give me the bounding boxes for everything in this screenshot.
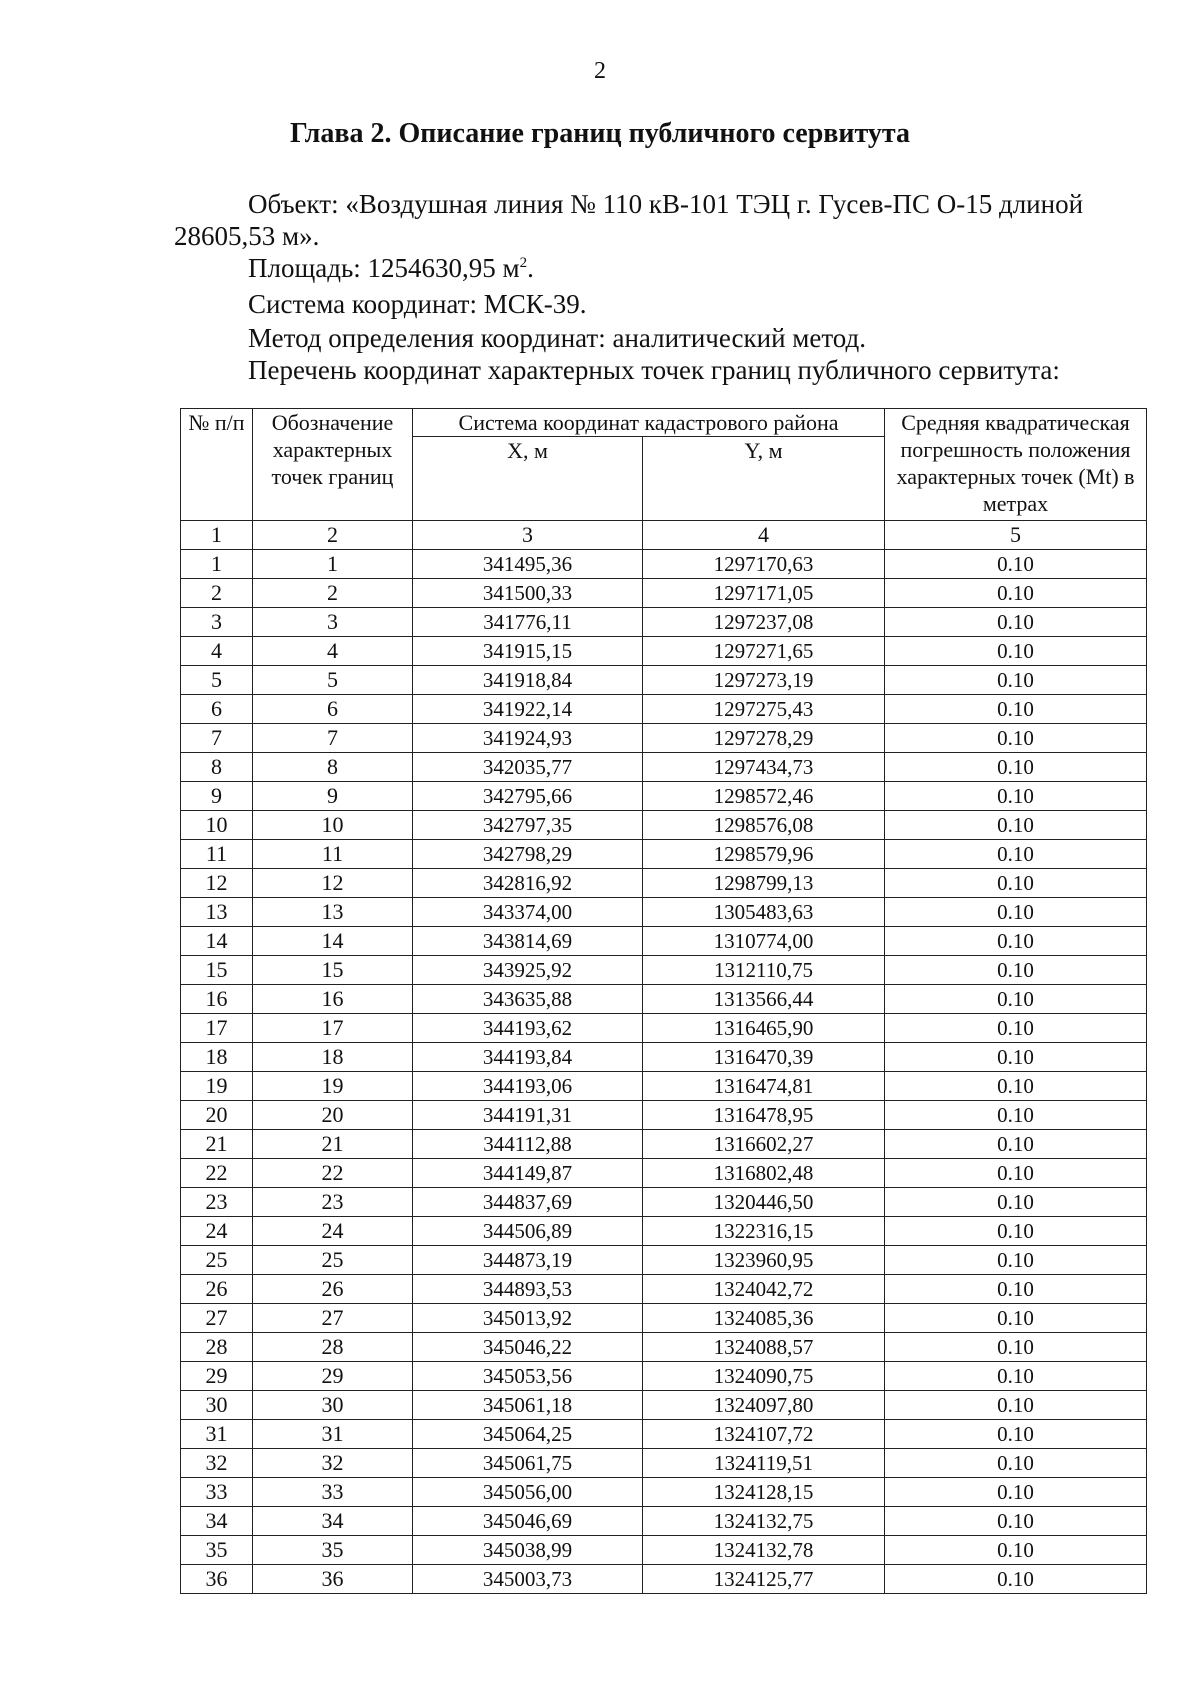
- x-coordinate-cell: 345056,00: [413, 1478, 643, 1507]
- y-coordinate-cell: 1316470,39: [643, 1043, 885, 1072]
- area-line: [248, 250, 534, 286]
- table-row: [181, 579, 1147, 608]
- y-coordinate-cell: 1297278,29: [643, 724, 885, 753]
- row-number-cell: 22: [181, 1159, 253, 1188]
- row-number-cell: 7: [181, 724, 253, 753]
- error-cell: 0.10: [885, 1246, 1147, 1275]
- row-number-cell: 36: [181, 1565, 253, 1594]
- point-designation-cell: 31: [253, 1420, 413, 1449]
- table-row: [181, 840, 1147, 869]
- table-row: [181, 1420, 1147, 1449]
- x-coordinate-cell: 345064,25: [413, 1420, 643, 1449]
- point-designation-cell: 25: [253, 1246, 413, 1275]
- y-coordinate-cell: 1298576,08: [643, 811, 885, 840]
- row-number-cell: 20: [181, 1101, 253, 1130]
- y-coordinate-cell: 1313566,44: [643, 985, 885, 1014]
- table-row: [181, 1217, 1147, 1246]
- x-coordinate-cell: 342035,77: [413, 753, 643, 782]
- point-designation-cell: 6: [253, 695, 413, 724]
- y-coordinate-cell: 1310774,00: [643, 927, 885, 956]
- error-cell: 0.10: [885, 985, 1147, 1014]
- point-designation-cell: 2: [253, 579, 413, 608]
- point-designation-cell: 23: [253, 1188, 413, 1217]
- table-row: [181, 1304, 1147, 1333]
- table-row: [181, 1188, 1147, 1217]
- table-row: [181, 753, 1147, 782]
- x-coordinate-cell: 341915,15: [413, 637, 643, 666]
- table-row: [181, 782, 1147, 811]
- x-coordinate-cell: 343925,92: [413, 956, 643, 985]
- x-coordinate-cell: 344506,89: [413, 1217, 643, 1246]
- error-cell: 0.10: [885, 608, 1147, 637]
- table-row: [181, 1014, 1147, 1043]
- x-coordinate-cell: 345046,22: [413, 1333, 643, 1362]
- y-coordinate-cell: 1305483,63: [643, 898, 885, 927]
- row-number-cell: 31: [181, 1420, 253, 1449]
- row-number-cell: 4: [181, 637, 253, 666]
- point-designation-cell: 26: [253, 1275, 413, 1304]
- table-row: [181, 1101, 1147, 1130]
- header-designation: Обозначение характерных точек границ: [253, 409, 413, 521]
- row-number-cell: 18: [181, 1043, 253, 1072]
- point-designation-cell: 24: [253, 1217, 413, 1246]
- row-number-cell: 15: [181, 956, 253, 985]
- error-cell: 0.10: [885, 927, 1147, 956]
- row-number-cell: 23: [181, 1188, 253, 1217]
- table-row: [181, 869, 1147, 898]
- error-cell: 0.10: [885, 956, 1147, 985]
- y-coordinate-cell: 1322316,15: [643, 1217, 885, 1246]
- chapter-heading: Глава 2. Описание границ публичного сервитута: [289, 118, 911, 149]
- row-number-cell: 32: [181, 1449, 253, 1478]
- y-coordinate-cell: 1298579,96: [643, 840, 885, 869]
- y-coordinate-cell: 1324042,72: [643, 1275, 885, 1304]
- table-row: [181, 608, 1147, 637]
- table-row: [181, 1333, 1147, 1362]
- error-cell: 0.10: [885, 1449, 1147, 1478]
- point-designation-cell: 14: [253, 927, 413, 956]
- y-coordinate-cell: 1297271,65: [643, 637, 885, 666]
- table-row: [181, 550, 1147, 579]
- table-row: [181, 1507, 1147, 1536]
- error-cell: 0.10: [885, 1014, 1147, 1043]
- error-cell: 0.10: [885, 1188, 1147, 1217]
- list-title: Перечень координат характерных точек границ публичного сервитута:: [248, 355, 1060, 385]
- object-line-1: Объект: «Воздушная линия № 110 кВ-101 ТЭЦ г. Гусев-ПС О-15 длиной: [248, 189, 1084, 219]
- x-coordinate-cell: 341922,14: [413, 695, 643, 724]
- row-number-cell: 27: [181, 1304, 253, 1333]
- column-number-cell: 5: [885, 521, 1147, 550]
- row-number-cell: 3: [181, 608, 253, 637]
- y-coordinate-cell: 1324107,72: [643, 1420, 885, 1449]
- x-coordinate-cell: 343374,00: [413, 898, 643, 927]
- column-number-cell: 1: [181, 521, 253, 550]
- point-designation-cell: 21: [253, 1130, 413, 1159]
- error-cell: 0.10: [885, 550, 1147, 579]
- y-coordinate-cell: 1316602,27: [643, 1130, 885, 1159]
- error-cell: 0.10: [885, 724, 1147, 753]
- x-coordinate-cell: 341500,33: [413, 579, 643, 608]
- table-row: [181, 985, 1147, 1014]
- point-designation-cell: 15: [253, 956, 413, 985]
- coordinate-system-line: Система координат: МСК-39.: [248, 289, 587, 319]
- x-coordinate-cell: 345046,69: [413, 1507, 643, 1536]
- table-row: [181, 1449, 1147, 1478]
- table-row: [181, 724, 1147, 753]
- y-coordinate-cell: 1324085,36: [643, 1304, 885, 1333]
- point-designation-cell: 30: [253, 1391, 413, 1420]
- error-cell: 0.10: [885, 1217, 1147, 1246]
- x-coordinate-cell: 341495,36: [413, 550, 643, 579]
- x-coordinate-cell: 341924,93: [413, 724, 643, 753]
- error-cell: 0.10: [885, 1101, 1147, 1130]
- error-cell: 0.10: [885, 1565, 1147, 1594]
- x-coordinate-cell: 344193,84: [413, 1043, 643, 1072]
- x-coordinate-cell: 342797,35: [413, 811, 643, 840]
- row-number-cell: 17: [181, 1014, 253, 1043]
- y-coordinate-cell: 1323960,95: [643, 1246, 885, 1275]
- error-cell: 0.10: [885, 1130, 1147, 1159]
- error-cell: 0.10: [885, 898, 1147, 927]
- table-row: [181, 666, 1147, 695]
- x-coordinate-cell: 344193,06: [413, 1072, 643, 1101]
- x-coordinate-cell: 344112,88: [413, 1130, 643, 1159]
- x-coordinate-cell: 344191,31: [413, 1101, 643, 1130]
- error-cell: 0.10: [885, 840, 1147, 869]
- row-number-cell: 13: [181, 898, 253, 927]
- row-number-cell: 10: [181, 811, 253, 840]
- y-coordinate-cell: 1312110,75: [643, 956, 885, 985]
- error-cell: 0.10: [885, 1536, 1147, 1565]
- x-coordinate-cell: 345013,92: [413, 1304, 643, 1333]
- error-cell: 0.10: [885, 869, 1147, 898]
- header-x: X, м: [413, 437, 643, 521]
- row-number-cell: 8: [181, 753, 253, 782]
- error-cell: 0.10: [885, 1072, 1147, 1101]
- y-coordinate-cell: 1297171,05: [643, 579, 885, 608]
- point-designation-cell: 22: [253, 1159, 413, 1188]
- table-row: [181, 1246, 1147, 1275]
- error-cell: 0.10: [885, 695, 1147, 724]
- y-coordinate-cell: 1297170,63: [643, 550, 885, 579]
- error-cell: 0.10: [885, 1275, 1147, 1304]
- row-number-cell: 25: [181, 1246, 253, 1275]
- row-number-cell: 35: [181, 1536, 253, 1565]
- y-coordinate-cell: 1297275,43: [643, 695, 885, 724]
- x-coordinate-cell: 342798,29: [413, 840, 643, 869]
- table-row: [181, 1362, 1147, 1391]
- error-cell: 0.10: [885, 637, 1147, 666]
- error-cell: 0.10: [885, 753, 1147, 782]
- point-designation-cell: 12: [253, 869, 413, 898]
- x-coordinate-cell: 345061,75: [413, 1449, 643, 1478]
- y-coordinate-cell: 1324119,51: [643, 1449, 885, 1478]
- table-row: [181, 637, 1147, 666]
- y-coordinate-cell: 1324128,15: [643, 1478, 885, 1507]
- row-number-cell: 1: [181, 550, 253, 579]
- error-cell: 0.10: [885, 1391, 1147, 1420]
- coordinates-table: [180, 408, 1147, 1594]
- error-cell: 0.10: [885, 782, 1147, 811]
- point-designation-cell: 32: [253, 1449, 413, 1478]
- point-designation-cell: 13: [253, 898, 413, 927]
- y-coordinate-cell: 1324132,78: [643, 1536, 885, 1565]
- x-coordinate-cell: 344893,53: [413, 1275, 643, 1304]
- x-coordinate-cell: 343814,69: [413, 927, 643, 956]
- y-coordinate-cell: 1324088,57: [643, 1333, 885, 1362]
- table-row: [181, 956, 1147, 985]
- row-number-cell: 26: [181, 1275, 253, 1304]
- x-coordinate-cell: 344149,87: [413, 1159, 643, 1188]
- header-number: № п/п: [181, 409, 253, 521]
- point-designation-cell: 20: [253, 1101, 413, 1130]
- row-number-cell: 11: [181, 840, 253, 869]
- x-coordinate-cell: 341776,11: [413, 608, 643, 637]
- table-row: [181, 927, 1147, 956]
- x-coordinate-cell: 345053,56: [413, 1362, 643, 1391]
- point-designation-cell: 29: [253, 1362, 413, 1391]
- point-designation-cell: 3: [253, 608, 413, 637]
- table-body: [181, 550, 1147, 1594]
- y-coordinate-cell: 1324132,75: [643, 1507, 885, 1536]
- x-coordinate-cell: 344193,62: [413, 1014, 643, 1043]
- error-cell: 0.10: [885, 1159, 1147, 1188]
- table-row: [181, 1391, 1147, 1420]
- y-coordinate-cell: 1316478,95: [643, 1101, 885, 1130]
- row-number-cell: 14: [181, 927, 253, 956]
- point-designation-cell: 34: [253, 1507, 413, 1536]
- point-designation-cell: 19: [253, 1072, 413, 1101]
- table-row: [181, 1478, 1147, 1507]
- point-designation-cell: 36: [253, 1565, 413, 1594]
- point-designation-cell: 16: [253, 985, 413, 1014]
- object-line-2: 28605,53 м».: [174, 221, 320, 251]
- y-coordinate-cell: 1297237,08: [643, 608, 885, 637]
- y-coordinate-cell: 1320446,50: [643, 1188, 885, 1217]
- column-number-cell: 3: [413, 521, 643, 550]
- row-number-cell: 6: [181, 695, 253, 724]
- error-cell: 0.10: [885, 666, 1147, 695]
- row-number-cell: 19: [181, 1072, 253, 1101]
- table-row: [181, 1275, 1147, 1304]
- y-coordinate-cell: 1324125,77: [643, 1565, 885, 1594]
- row-number-cell: 34: [181, 1507, 253, 1536]
- row-number-cell: 12: [181, 869, 253, 898]
- error-cell: 0.10: [885, 1333, 1147, 1362]
- y-coordinate-cell: 1297273,19: [643, 666, 885, 695]
- method-line: Метод определения координат: аналитический метод.: [248, 323, 867, 353]
- x-coordinate-cell: 344873,19: [413, 1246, 643, 1275]
- header-coordinate-system: Система координат кадастрового района: [413, 409, 885, 437]
- table-row: [181, 811, 1147, 840]
- area-label: Площадь: 1254630,95 м: [248, 253, 520, 283]
- point-designation-cell: 18: [253, 1043, 413, 1072]
- x-coordinate-cell: 345061,18: [413, 1391, 643, 1420]
- header-y: Y, м: [643, 437, 885, 521]
- row-number-cell: 24: [181, 1217, 253, 1246]
- row-number-cell: 5: [181, 666, 253, 695]
- table-row: [181, 1130, 1147, 1159]
- column-number-cell: 4: [643, 521, 885, 550]
- point-designation-cell: 27: [253, 1304, 413, 1333]
- x-coordinate-cell: 342795,66: [413, 782, 643, 811]
- point-designation-cell: 10: [253, 811, 413, 840]
- error-cell: 0.10: [885, 1420, 1147, 1449]
- point-designation-cell: 1: [253, 550, 413, 579]
- area-superscript: 2: [519, 255, 528, 271]
- row-number-cell: 33: [181, 1478, 253, 1507]
- error-cell: 0.10: [885, 1043, 1147, 1072]
- table-row: [181, 898, 1147, 927]
- point-designation-cell: 8: [253, 753, 413, 782]
- y-coordinate-cell: 1324090,75: [643, 1362, 885, 1391]
- point-designation-cell: 4: [253, 637, 413, 666]
- table-row: [181, 1043, 1147, 1072]
- point-designation-cell: 11: [253, 840, 413, 869]
- point-designation-cell: 9: [253, 782, 413, 811]
- table-row: [181, 1159, 1147, 1188]
- point-designation-cell: 35: [253, 1536, 413, 1565]
- table-row: [181, 1565, 1147, 1594]
- error-cell: 0.10: [885, 811, 1147, 840]
- y-coordinate-cell: 1316802,48: [643, 1159, 885, 1188]
- point-designation-cell: 7: [253, 724, 413, 753]
- row-number-cell: 21: [181, 1130, 253, 1159]
- table-row: [181, 1536, 1147, 1565]
- x-coordinate-cell: 345038,99: [413, 1536, 643, 1565]
- row-number-cell: 16: [181, 985, 253, 1014]
- point-designation-cell: 17: [253, 1014, 413, 1043]
- x-coordinate-cell: 341918,84: [413, 666, 643, 695]
- y-coordinate-cell: 1298572,46: [643, 782, 885, 811]
- point-designation-cell: 28: [253, 1333, 413, 1362]
- column-number-cell: 2: [253, 521, 413, 550]
- y-coordinate-cell: 1298799,13: [643, 869, 885, 898]
- error-cell: 0.10: [885, 1304, 1147, 1333]
- error-cell: 0.10: [885, 1362, 1147, 1391]
- point-designation-cell: 33: [253, 1478, 413, 1507]
- row-number-cell: 30: [181, 1391, 253, 1420]
- row-number-cell: 28: [181, 1333, 253, 1362]
- error-cell: 0.10: [885, 1478, 1147, 1507]
- y-coordinate-cell: 1297434,73: [643, 753, 885, 782]
- x-coordinate-cell: 345003,73: [413, 1565, 643, 1594]
- y-coordinate-cell: 1316474,81: [643, 1072, 885, 1101]
- table-row: [181, 1072, 1147, 1101]
- point-designation-cell: 5: [253, 666, 413, 695]
- row-number-cell: 29: [181, 1362, 253, 1391]
- area-end: .: [527, 253, 534, 283]
- table-row: [181, 695, 1147, 724]
- error-cell: 0.10: [885, 1507, 1147, 1536]
- x-coordinate-cell: 342816,92: [413, 869, 643, 898]
- row-number-cell: 9: [181, 782, 253, 811]
- error-cell: 0.10: [885, 579, 1147, 608]
- x-coordinate-cell: 343635,88: [413, 985, 643, 1014]
- x-coordinate-cell: 344837,69: [413, 1188, 643, 1217]
- page-number: 2: [594, 58, 606, 84]
- row-number-cell: 2: [181, 579, 253, 608]
- y-coordinate-cell: 1324097,80: [643, 1391, 885, 1420]
- y-coordinate-cell: 1316465,90: [643, 1014, 885, 1043]
- header-error: Средняя квадратическая погрешность положения характерных точек (Mt) в метрах: [885, 409, 1147, 521]
